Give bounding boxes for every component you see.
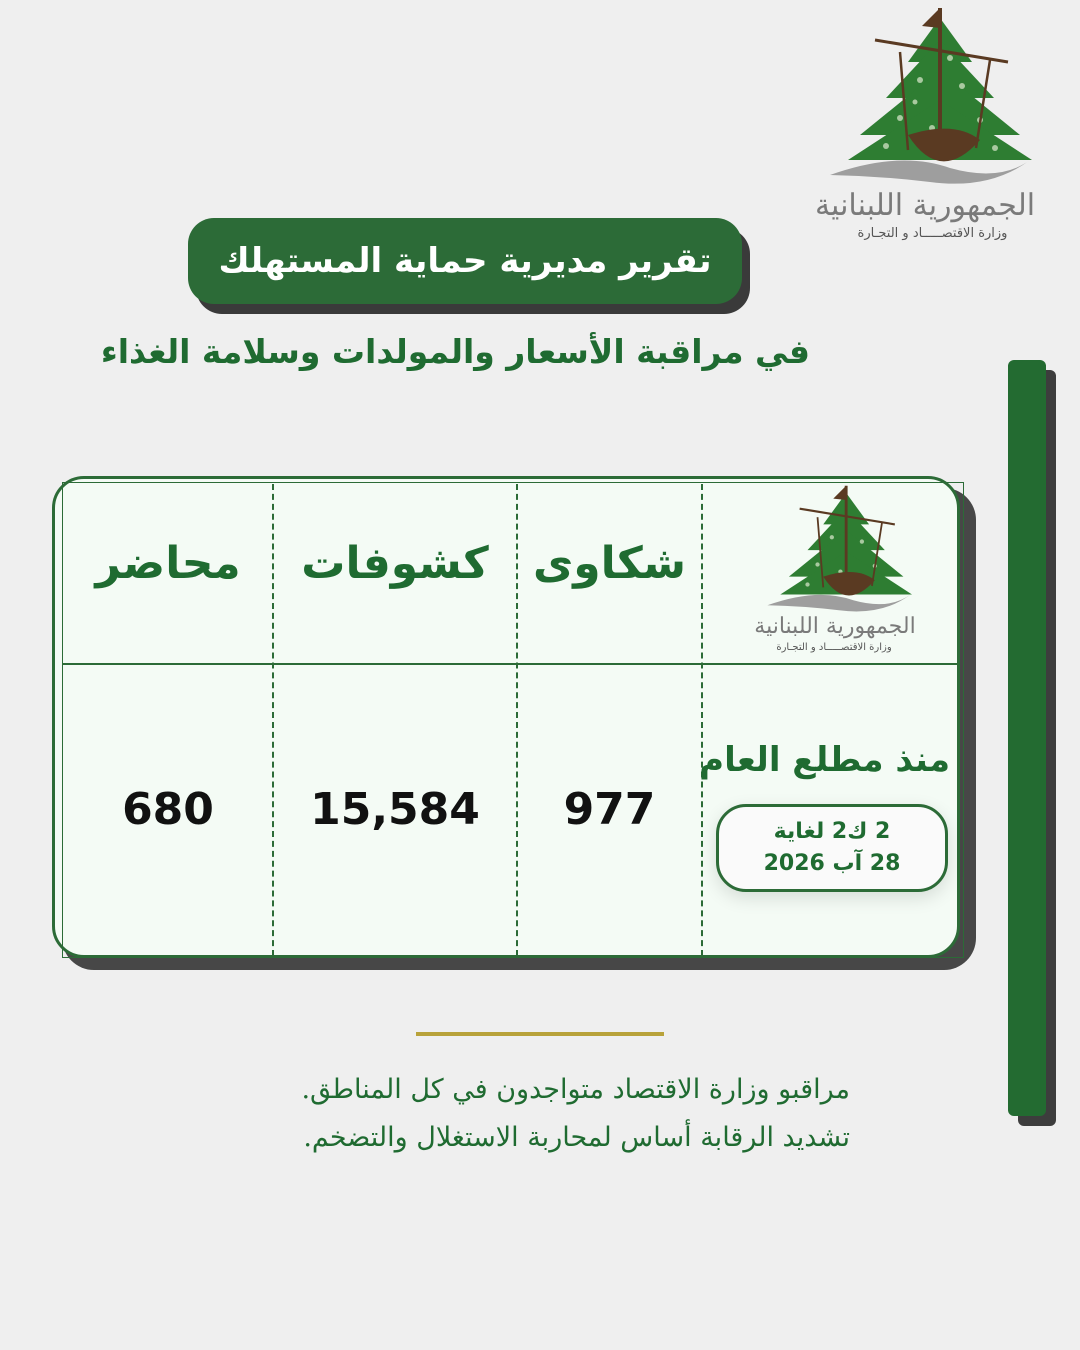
table-header-divider	[62, 663, 958, 665]
footer-line-1: مراقبو وزارة الاقتصاد متواجدون في كل المناطق.	[301, 1074, 850, 1105]
table-logo	[724, 480, 954, 660]
page-title: تقرير مديرية حماية المستهلك	[218, 241, 712, 281]
date-range-line2: 28 آب 2026	[763, 851, 901, 876]
header-inspections: كشوفات	[301, 538, 489, 589]
cedar-tree-icon	[724, 480, 954, 616]
header-complaints: شكاوى	[532, 538, 687, 589]
date-range-badge	[716, 804, 948, 892]
logo-subcaption: وزارة الاقتصـــــاد و التجـارة	[857, 226, 1008, 241]
cedar-tree-icon	[790, 0, 1070, 190]
logo-caption: الجمهورية اللبنانية	[814, 188, 1036, 223]
ministry-logo	[790, 0, 1070, 250]
value-reports: 680	[122, 784, 214, 835]
footer-line-2: تشديد الرقابة أساس لمحاربة الاستغلال والتضخم.	[303, 1122, 850, 1153]
page-subtitle: في مراقبة الأسعار والمولدات وسلامة الغذاء	[100, 332, 810, 371]
value-complaints: 977	[563, 784, 656, 835]
date-range-line1: 2 ك2 لغاية	[773, 819, 891, 844]
period-label: منذ مطلع العام	[699, 740, 950, 780]
side-bar	[1008, 360, 1046, 1116]
column-divider	[701, 484, 703, 956]
table-logo-subcaption: وزارة الاقتصـــــاد و التجـارة	[776, 642, 892, 653]
value-inspections: 15,584	[310, 784, 480, 835]
title-pill	[188, 218, 742, 304]
header-reports: محاضر	[95, 538, 241, 589]
table-logo-caption: الجمهورية اللبنانية	[754, 614, 916, 639]
gold-divider	[416, 1032, 664, 1036]
